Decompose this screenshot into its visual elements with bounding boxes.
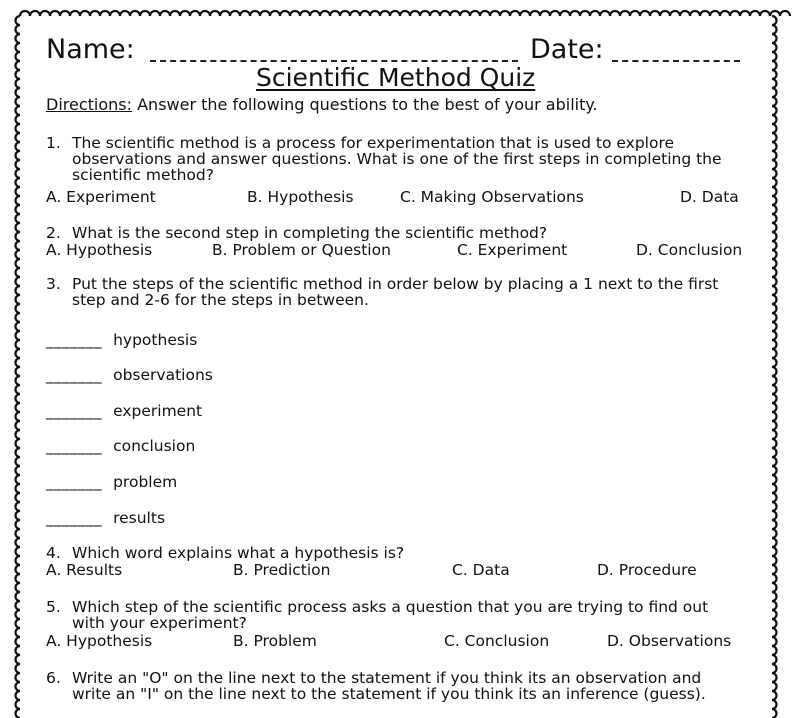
step-label: conclusion: [113, 437, 196, 455]
name-label: Name:: [46, 34, 135, 65]
step-label: results: [113, 509, 166, 527]
step-label: observations: [113, 366, 213, 384]
question-text-line: Which word explains what a hypothesis is?: [72, 544, 405, 562]
question-2: [46, 225, 547, 241]
answer-option[interactable]: C. Conclusion: [444, 632, 550, 650]
answer-option[interactable]: C. Experiment: [457, 241, 568, 259]
answer-option[interactable]: B. Problem: [233, 632, 317, 650]
question-number: 3.: [46, 275, 61, 293]
answer-option[interactable]: C. Making Observations: [400, 188, 584, 206]
question-4: [46, 545, 404, 561]
list-item: [46, 472, 177, 491]
step-blank[interactable]: _______: [46, 331, 102, 349]
question-number: 1.: [46, 134, 61, 152]
answer-option[interactable]: A. Results: [46, 561, 123, 579]
list-item: [46, 330, 197, 349]
answer-option[interactable]: B. Hypothesis: [247, 188, 354, 206]
question-text-line: scientific method?: [72, 166, 214, 184]
directions-label: Directions:: [46, 95, 133, 114]
step-blank[interactable]: _______: [46, 437, 102, 455]
question-number: 4.: [46, 544, 61, 562]
step-blank[interactable]: _______: [46, 509, 102, 527]
question-3: [46, 276, 746, 308]
step-label: problem: [113, 473, 178, 491]
answer-option[interactable]: D. Observations: [607, 632, 732, 650]
answer-option[interactable]: D. Data: [680, 188, 739, 206]
question-text-line: observations and answer questions. What is one of the first steps in completing the: [72, 150, 722, 168]
question-number: 6.: [46, 669, 61, 687]
question-text-line: with your experiment?: [72, 614, 247, 632]
step-blank[interactable]: _______: [46, 473, 102, 491]
answer-option[interactable]: B. Problem or Question: [212, 241, 391, 259]
list-item: [46, 365, 213, 384]
question-text-line: Put the steps of the scientific method in order below by placing a 1 next to the first: [72, 275, 719, 293]
date-blank-line[interactable]: [612, 60, 740, 62]
step-label: experiment: [113, 402, 203, 420]
question-number: 5.: [46, 598, 61, 616]
question-text-line: The scientific method is a process for experimentation that is used to explore: [72, 134, 675, 152]
answer-option[interactable]: D. Conclusion: [636, 241, 743, 259]
directions-text: Answer the following questions to the best of your ability.: [137, 95, 598, 114]
answer-option[interactable]: B. Prediction: [233, 561, 331, 579]
page-title: Scientific Method Quiz: [256, 63, 536, 92]
question-text-line: Which step of the scientific process asks a question that you are trying to find out: [72, 598, 709, 616]
date-label: Date:: [530, 34, 604, 65]
answer-option[interactable]: A. Hypothesis: [46, 632, 153, 650]
question-6: [46, 670, 746, 702]
question-1: [46, 135, 746, 183]
question-text-line: What is the second step in completing the scientific method?: [72, 224, 548, 242]
directions: [46, 95, 598, 114]
list-item: [46, 401, 202, 420]
answer-option[interactable]: C. Data: [452, 561, 510, 579]
step-label: hypothesis: [113, 331, 198, 349]
question-text-line: write an "I" on the line next to the statement if you think its an inference (guess).: [72, 685, 706, 703]
answer-option[interactable]: A. Experiment: [46, 188, 156, 206]
list-item: [46, 436, 195, 455]
question-5: [46, 599, 746, 631]
answer-option[interactable]: A. Hypothesis: [46, 241, 153, 259]
step-blank[interactable]: _______: [46, 366, 102, 384]
list-item: [46, 508, 165, 527]
question-number: 2.: [46, 224, 61, 242]
question-text-line: Write an "O" on the line next to the statement if you think its an observation and: [72, 669, 702, 687]
question-text-line: step and 2-6 for the steps in between.: [72, 291, 369, 309]
name-blank-line[interactable]: [150, 60, 518, 62]
answer-option[interactable]: D. Procedure: [597, 561, 697, 579]
step-blank[interactable]: _______: [46, 402, 102, 420]
